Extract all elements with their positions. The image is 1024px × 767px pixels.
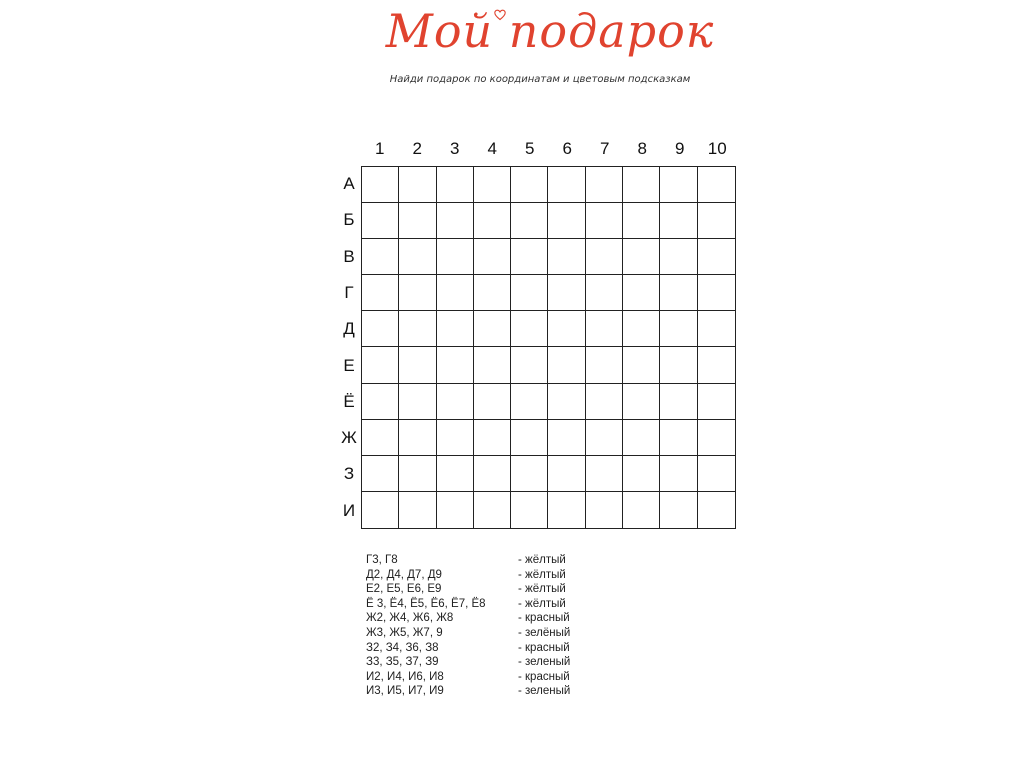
grid-cell[interactable]	[511, 167, 548, 203]
legend-color: - зеленый	[518, 685, 571, 698]
column-label: 6	[562, 139, 572, 158]
grid-cell[interactable]	[399, 275, 436, 311]
grid-cell[interactable]	[437, 203, 474, 239]
legend-coords: Д2, Д4, Д7, Д9	[366, 568, 442, 581]
grid-cell[interactable]	[399, 203, 436, 239]
legend-coords: Ё 3, Ё4, Ё5, Ё6, Ё7, Ё8	[366, 597, 486, 610]
grid-cell[interactable]	[586, 167, 623, 203]
grid-cell[interactable]	[399, 167, 436, 203]
legend-item	[366, 568, 626, 583]
grid-cell[interactable]	[698, 420, 735, 456]
grid-cell[interactable]	[586, 239, 623, 275]
legend-coords: З2, З4, З6, З8	[366, 641, 439, 654]
grid-cell[interactable]	[511, 456, 548, 492]
grid-cell[interactable]	[548, 167, 585, 203]
row-label: Б	[343, 210, 355, 230]
grid-cell[interactable]	[511, 203, 548, 239]
grid-cell[interactable]	[660, 347, 697, 383]
grid-cell[interactable]	[623, 203, 660, 239]
legend-item	[366, 684, 626, 699]
grid-cell[interactable]	[399, 456, 436, 492]
grid-cell[interactable]	[437, 456, 474, 492]
grid-cell[interactable]	[698, 239, 735, 275]
legend-color: - зелёный	[518, 626, 571, 639]
grid-cell[interactable]	[623, 167, 660, 203]
grid-cell[interactable]	[437, 167, 474, 203]
legend-coords: И2, И4, И6, И8	[366, 670, 444, 683]
grid-cell[interactable]	[548, 347, 585, 383]
grid-cell[interactable]	[399, 384, 436, 420]
grid-cell[interactable]	[698, 492, 735, 528]
legend-color: - жёлтый	[518, 597, 566, 610]
column-label: 1	[375, 139, 385, 158]
grid-cell[interactable]	[511, 347, 548, 383]
grid-cell[interactable]	[362, 492, 399, 528]
grid-cell[interactable]	[474, 167, 511, 203]
grid-cell[interactable]	[586, 420, 623, 456]
heart-icon	[494, 9, 506, 21]
grid-cell[interactable]	[548, 239, 585, 275]
legend-item	[366, 582, 626, 597]
grid-cell[interactable]	[474, 492, 511, 528]
legend-color: - красный	[518, 670, 570, 683]
column-label: 2	[412, 139, 422, 158]
grid-cell[interactable]	[362, 311, 399, 347]
grid-cell[interactable]	[437, 492, 474, 528]
legend-item	[366, 626, 626, 641]
legend-item	[366, 641, 626, 656]
grid-cell[interactable]	[698, 275, 735, 311]
grid-cell[interactable]	[623, 311, 660, 347]
grid-cell[interactable]	[586, 456, 623, 492]
grid-cell[interactable]	[660, 456, 697, 492]
legend-coords: Ж2, Ж4, Ж6, Ж8	[366, 612, 454, 625]
legend-item	[366, 597, 626, 612]
row-label: В	[343, 246, 355, 266]
grid-cell[interactable]	[698, 347, 735, 383]
grid-cell[interactable]	[623, 420, 660, 456]
row-label: Д	[343, 319, 355, 339]
coordinate-grid	[361, 166, 736, 529]
grid-cell[interactable]	[362, 384, 399, 420]
grid-cell[interactable]	[698, 311, 735, 347]
grid-cell[interactable]	[474, 420, 511, 456]
legend-color: - зеленый	[518, 656, 571, 669]
grid-cell[interactable]	[660, 384, 697, 420]
grid-cell[interactable]	[511, 275, 548, 311]
page-title: Мой подарок	[385, 4, 715, 58]
grid-cell[interactable]	[623, 384, 660, 420]
grid-cell[interactable]	[623, 239, 660, 275]
column-label: 4	[487, 139, 497, 158]
grid-cell[interactable]	[399, 420, 436, 456]
coordinate-board	[330, 135, 750, 535]
grid-cell[interactable]	[548, 275, 585, 311]
legend-coords: З3, З5, З7, З9	[366, 656, 439, 669]
column-label: 9	[675, 139, 685, 158]
column-label: 5	[525, 139, 535, 158]
row-label: Г	[344, 282, 354, 302]
color-legend	[366, 553, 626, 699]
column-label: 3	[450, 139, 460, 158]
page-subtitle: Найди подарок по координатам и цветовым подсказкам	[389, 74, 691, 85]
grid-cell[interactable]	[698, 384, 735, 420]
grid-cell[interactable]	[437, 275, 474, 311]
grid-cell[interactable]	[399, 311, 436, 347]
grid-cell[interactable]	[548, 203, 585, 239]
row-label: А	[343, 174, 355, 193]
legend-item	[366, 655, 626, 670]
legend-color: - жёлтый	[518, 554, 566, 566]
grid-cell[interactable]	[511, 239, 548, 275]
grid-cell[interactable]	[399, 347, 436, 383]
grid-cell[interactable]	[548, 456, 585, 492]
legend-coords: Г3, Г8	[366, 554, 398, 566]
grid-cell[interactable]	[511, 492, 548, 528]
legend-item	[366, 611, 626, 626]
grid-cell[interactable]	[548, 420, 585, 456]
grid-cell[interactable]	[660, 275, 697, 311]
row-label: З	[343, 464, 355, 484]
legend-coords: Е2, Е5, Е6, Е9	[366, 583, 442, 596]
grid-cell[interactable]	[362, 167, 399, 203]
legend-color: - красный	[518, 641, 570, 654]
grid-cell[interactable]	[660, 167, 697, 203]
grid-cell[interactable]	[586, 311, 623, 347]
grid-cell[interactable]	[362, 347, 399, 383]
grid-cell[interactable]	[474, 203, 511, 239]
legend-color: - красный	[518, 612, 570, 625]
grid-cell[interactable]	[548, 311, 585, 347]
row-label: Ё	[343, 391, 355, 411]
row-label: И	[342, 500, 356, 520]
grid-cell[interactable]	[623, 456, 660, 492]
grid-cell[interactable]	[399, 239, 436, 275]
grid-cell[interactable]	[586, 384, 623, 420]
grid-cell[interactable]	[474, 347, 511, 383]
grid-cell[interactable]	[474, 384, 511, 420]
grid-cell[interactable]	[362, 239, 399, 275]
column-label: 8	[637, 139, 647, 158]
grid-cell[interactable]	[437, 311, 474, 347]
column-label: 10	[707, 139, 727, 158]
grid-cell[interactable]	[437, 239, 474, 275]
grid-cell[interactable]	[698, 167, 735, 203]
grid-cell[interactable]	[437, 420, 474, 456]
legend-color: - жёлтый	[518, 568, 566, 581]
grid-cell[interactable]	[586, 492, 623, 528]
grid-cell[interactable]	[437, 384, 474, 420]
legend-item	[366, 670, 626, 685]
legend-color: - жёлтый	[518, 583, 566, 596]
grid-cell[interactable]	[548, 384, 585, 420]
column-label: 7	[600, 139, 610, 158]
grid-cell[interactable]	[362, 456, 399, 492]
grid-cell[interactable]	[623, 275, 660, 311]
grid-cell[interactable]	[586, 275, 623, 311]
grid-cell[interactable]	[586, 347, 623, 383]
legend-coords: Ж3, Ж5, Ж7, 9	[366, 626, 443, 639]
grid-cell[interactable]	[362, 203, 399, 239]
grid-cell[interactable]	[474, 275, 511, 311]
grid-cell[interactable]	[698, 456, 735, 492]
grid-cell[interactable]	[399, 492, 436, 528]
grid-cell[interactable]	[660, 492, 697, 528]
grid-cell[interactable]	[474, 239, 511, 275]
grid-cell[interactable]	[511, 384, 548, 420]
row-label: Ж	[341, 428, 357, 448]
grid-cell[interactable]	[474, 456, 511, 492]
grid-cell[interactable]	[511, 420, 548, 456]
grid-cell[interactable]	[548, 492, 585, 528]
grid-cell[interactable]	[586, 203, 623, 239]
grid-cell[interactable]	[623, 347, 660, 383]
grid-cell[interactable]	[623, 492, 660, 528]
grid-cell[interactable]	[660, 311, 697, 347]
grid-cell[interactable]	[511, 311, 548, 347]
grid-cell[interactable]	[437, 347, 474, 383]
grid-cell[interactable]	[698, 203, 735, 239]
grid-cell[interactable]	[660, 239, 697, 275]
grid-cell[interactable]	[660, 203, 697, 239]
grid-cell[interactable]	[474, 311, 511, 347]
legend-item	[366, 553, 626, 568]
row-label: Е	[343, 355, 355, 375]
grid-cell[interactable]	[660, 420, 697, 456]
legend-coords: И3, И5, И7, И9	[366, 685, 444, 698]
grid-cell[interactable]	[362, 420, 399, 456]
grid-cell[interactable]	[362, 275, 399, 311]
